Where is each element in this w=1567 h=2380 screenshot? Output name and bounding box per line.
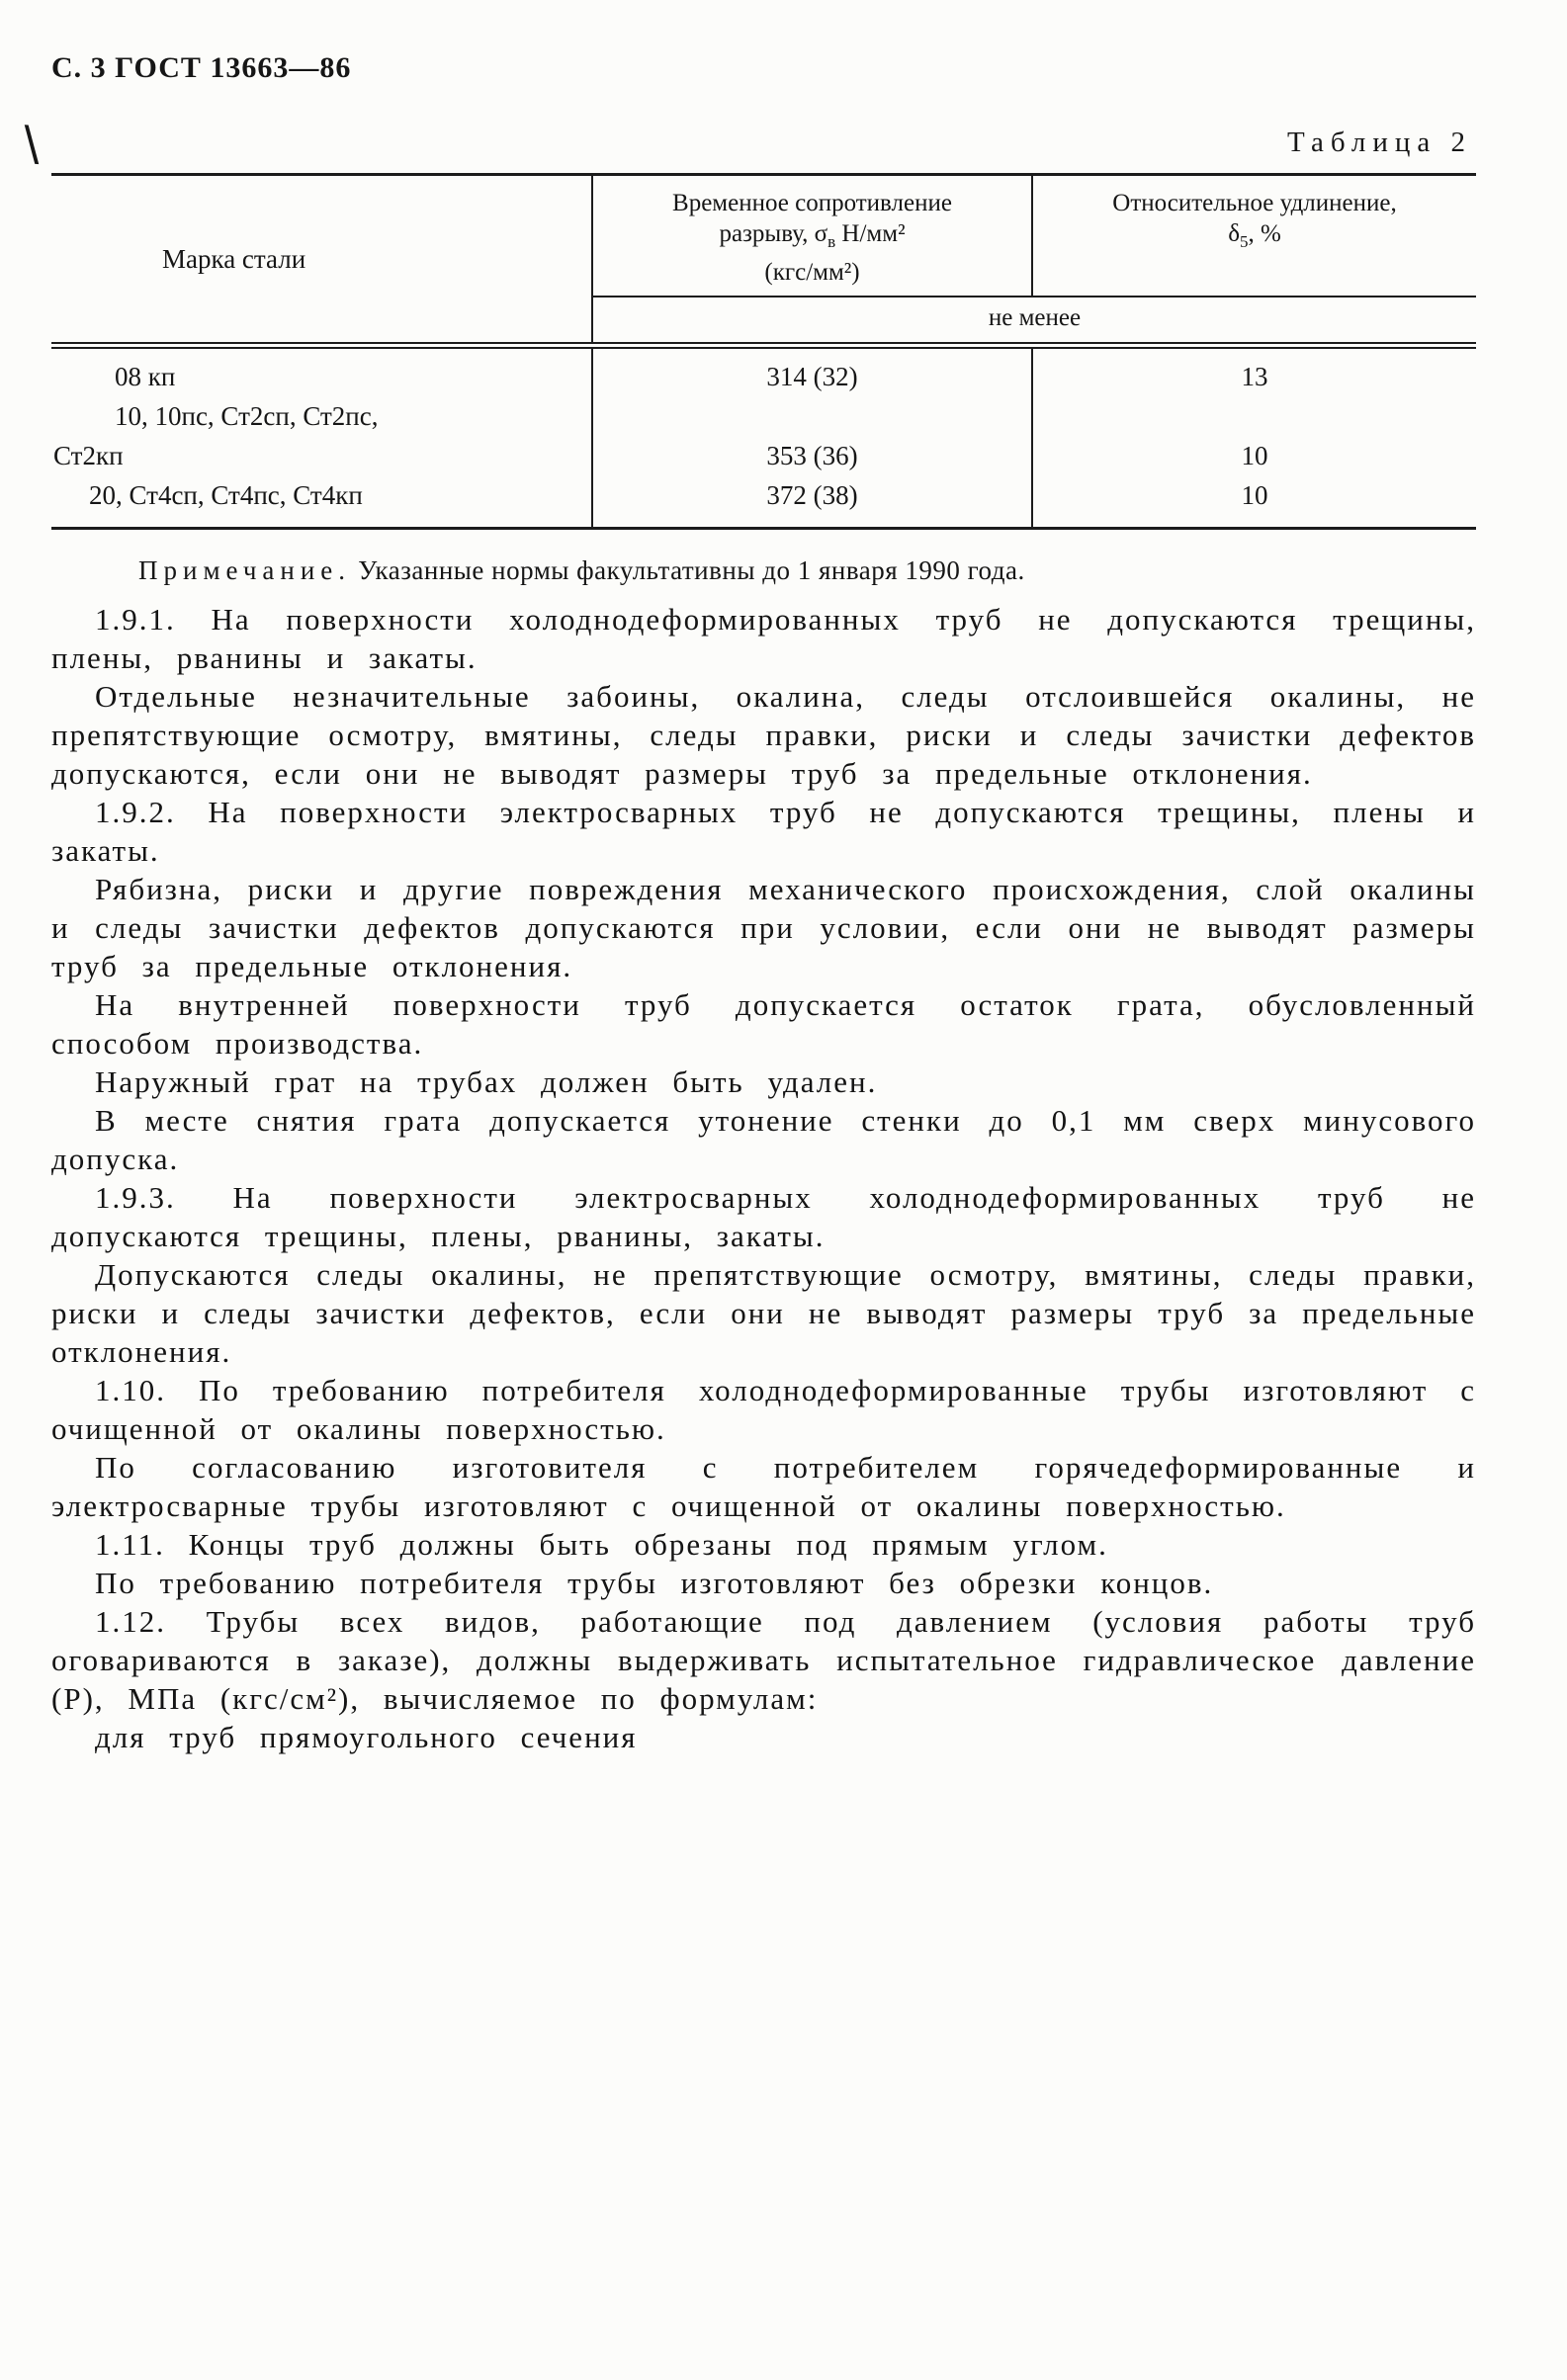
table-note — [51, 555, 1476, 586]
body-paragraph: Наружный грат на трубах должен быть удален. — [95, 1064, 878, 1099]
table-cell-strength: 314 (32) — [766, 362, 858, 391]
body-paragraph: 1.9.3. На поверхности электросварных холоднодеформированных труб не допускаются трещины, плены, рванины, закаты. — [51, 1180, 1476, 1253]
table-cell-grade: 10, 10пс, Ст2сп, Ст2пс, — [115, 401, 379, 431]
elongation-header-line1: Относительное удлинение, — [1112, 190, 1397, 216]
page-header-reference: С. 3 ГОСТ 13663—86 — [51, 51, 352, 84]
body-paragraph: Допускаются следы окалины, не препятствующие осмотру, вмятины, следы правки, риски и следы зачистки дефектов, если они не выводят размеры труб за предельные отклонения. — [51, 1257, 1476, 1369]
body-paragraph: для труб прямоугольного сечения — [95, 1720, 638, 1754]
table-cell-elongation: 10 — [1241, 441, 1268, 470]
body-paragraph: 1.10. По требованию потребителя холоднодеформированные трубы изготовляют с очищенной от окалины поверхностью. — [51, 1373, 1476, 1446]
table-cell-strength: 372 (38) — [766, 480, 858, 510]
scan-stray-mark: \ — [21, 111, 43, 177]
body-paragraph: 1.12. Трубы всех видов, работающие под давлением (условия работы труб оговариваются в заказе), должны выдерживать испытательное гидравлическое давление (Р), МПа (кгс/см²), вычисляемое по формулам: — [51, 1604, 1476, 1716]
body-paragraph: По согласованию изготовителя с потребителем горячедеформированные и электросварные трубы изготовляют с очищенной от окалины поверхностью. — [51, 1450, 1476, 1523]
body-paragraph: 1.9.1. На поверхности холоднодеформированных труб не допускаются трещины, плены, рванины и закаты. — [51, 602, 1476, 675]
tensile-header-line2: разрыву, $\sigma_в$ Н/мм² — [719, 220, 906, 251]
body-paragraph: 1.11. Концы труб должны быть обрезаны под прямым углом. — [95, 1527, 1108, 1562]
table-header — [51, 176, 1476, 342]
table-caption: Таблица 2 — [1286, 127, 1472, 158]
table-cell-empty — [1033, 396, 1476, 436]
table-header-right-group — [593, 176, 1476, 342]
col-header-tensile-strength — [593, 176, 1033, 296]
table-col-elongation — [1033, 349, 1476, 527]
col-header-elongation — [1033, 176, 1476, 296]
col-header-steel-grade-label: Марка стали — [162, 243, 306, 274]
table-cell-empty — [593, 396, 1031, 436]
body-paragraph: На внутренней поверхности труб допускается остаток грата, обусловленный способом производства. — [51, 987, 1476, 1061]
table-cell-strength: 353 (36) — [766, 441, 858, 470]
document-body — [51, 600, 1476, 1756]
table-cell-grade: 08 кп — [115, 362, 176, 391]
col-header-steel-grade — [51, 176, 593, 342]
body-paragraph: Рябизна, риски и другие повреждения механического происхождения, слой окалины и следы зачистки дефектов допускаются при условии, если они не выводят размеры труб за предельные отклонения. — [51, 872, 1476, 983]
table-cell-grade: 20, Ст4сп, Ст4пс, Ст4кп — [89, 480, 363, 510]
tensile-header-line3: (кгс/мм²) — [764, 259, 860, 286]
table-body — [51, 349, 1476, 527]
table-subheader-not-less: не менее — [593, 296, 1476, 342]
body-paragraph: В месте снятия грата допускается утонение стенки до 0,1 мм сверх минусового допуска. — [51, 1103, 1476, 1176]
table-col-grades — [51, 349, 593, 527]
elongation-header-line2: $\delta_5$, % — [1228, 220, 1281, 251]
tensile-header-line1: Временное сопротивление — [672, 190, 952, 216]
table-cell-elongation: 10 — [1241, 480, 1268, 510]
table-cell-grade: Ст2кп — [53, 441, 124, 470]
table-cell-elongation: 13 — [1241, 362, 1268, 391]
body-paragraph: 1.9.2. На поверхности электросварных труб не допускаются трещины, плены и закаты. — [51, 795, 1476, 868]
table-col-strength — [593, 349, 1033, 527]
table-double-rule — [51, 342, 1476, 349]
table-note-label: Примечание. — [138, 555, 352, 585]
table-note-text: Указанные нормы факультативны до 1 января 1990 года. — [358, 555, 1025, 585]
table-2 — [51, 173, 1476, 530]
body-paragraph: Отдельные незначительные забоины, окалина, следы отслоившейся окалины, не препятствующие осмотру, вмятины, следы правки, риски и следы зачистки дефектов допускаются, если они не выводят размеры труб за предельные отклонения. — [51, 679, 1476, 791]
body-paragraph: По требованию потребителя трубы изготовляют без обрезки концов. — [95, 1566, 1214, 1600]
